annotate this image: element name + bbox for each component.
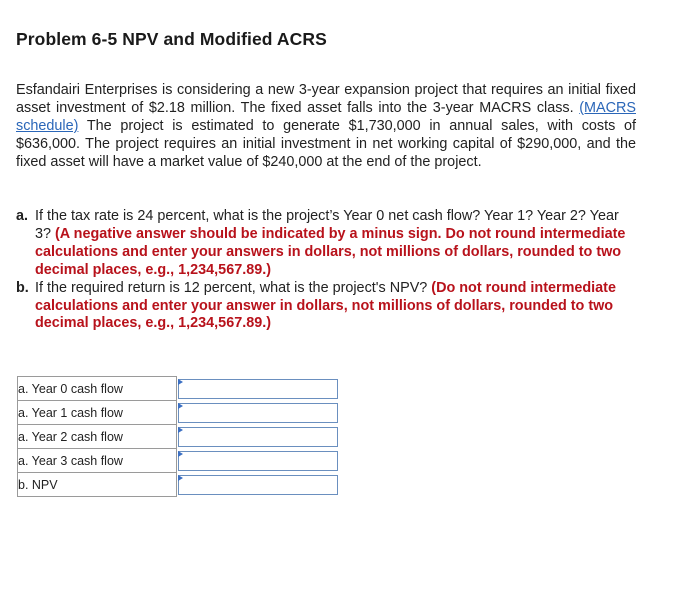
answer-cell-year0 <box>176 376 338 401</box>
answer-cell-year3 <box>176 449 338 473</box>
answer-label-year3: a. Year 3 cash flow <box>17 449 176 473</box>
question-a <box>16 208 636 280</box>
table-row <box>17 473 338 497</box>
year3-cash-flow-input[interactable] <box>179 452 337 470</box>
answer-input-box-year0 <box>178 379 338 399</box>
question-list <box>16 208 636 333</box>
question-a-text: If the tax rate is 24 percent, what is the project’s Year 0 net cash flow? Year 1? Year 2? Year 3? <box>35 208 619 242</box>
table-row <box>17 401 338 425</box>
description-text-part2: The project is estimated to generate $1,730,000 in annual sales, with costs of $636,000. The project requires an initial investment in net working capital of $290,000, and the fixed asset will have a market value of $240,000 at the end of the project. <box>16 117 636 170</box>
question-a-instructions: (A negative answer should be indicated by a minus sign. Do not round intermediate calculations and enter your answers in dollars, not millions of dollars, rounded to two decimal places, e.g., 1,234,567.89.) <box>35 225 626 278</box>
answer-cell-year2 <box>176 425 338 449</box>
year1-cash-flow-input[interactable] <box>179 404 337 422</box>
question-a-marker: a. <box>16 208 29 224</box>
answer-label-year2: a. Year 2 cash flow <box>17 425 176 449</box>
question-b-marker: b. <box>16 279 29 296</box>
answer-cell-year1 <box>176 401 338 425</box>
table-row <box>17 425 338 449</box>
answer-label-year0: a. Year 0 cash flow <box>17 376 176 401</box>
year0-cash-flow-input[interactable] <box>179 380 337 398</box>
answer-label-npv: b. NPV <box>17 473 176 497</box>
question-b-instructions: (Do not round intermediate calculations and enter your answer in dollars, not millions of dollars, rounded to two decimal places, e.g., 1,234,567.89.) <box>35 279 616 332</box>
problem-description <box>16 82 636 172</box>
answer-input-box-year1 <box>178 403 338 423</box>
answer-input-box-year2 <box>178 427 338 447</box>
answer-input-box-npv <box>178 475 338 495</box>
question-b <box>16 280 636 334</box>
problem-title: Problem 6-5 NPV and Modified ACRS <box>16 29 327 49</box>
year2-cash-flow-input[interactable] <box>179 428 337 446</box>
answer-input-box-year3 <box>178 451 338 471</box>
answer-table <box>17 376 338 497</box>
table-row <box>17 449 338 473</box>
npv-input[interactable] <box>179 476 337 494</box>
answer-label-year1: a. Year 1 cash flow <box>17 401 176 425</box>
table-row <box>17 376 338 401</box>
description-text-part1: Esfandairi Enterprises is considering a new 3-year expansion project that requires an initial fixed asset investment of $2.18 million. The fixed asset falls into the 3-year MACRS class. <box>16 82 636 116</box>
answer-cell-npv <box>176 473 338 497</box>
macrs-schedule-link[interactable]: (MACRS schedule) <box>16 99 636 134</box>
question-b-text: If the required return is 12 percent, what is the project's NPV? <box>35 279 432 296</box>
